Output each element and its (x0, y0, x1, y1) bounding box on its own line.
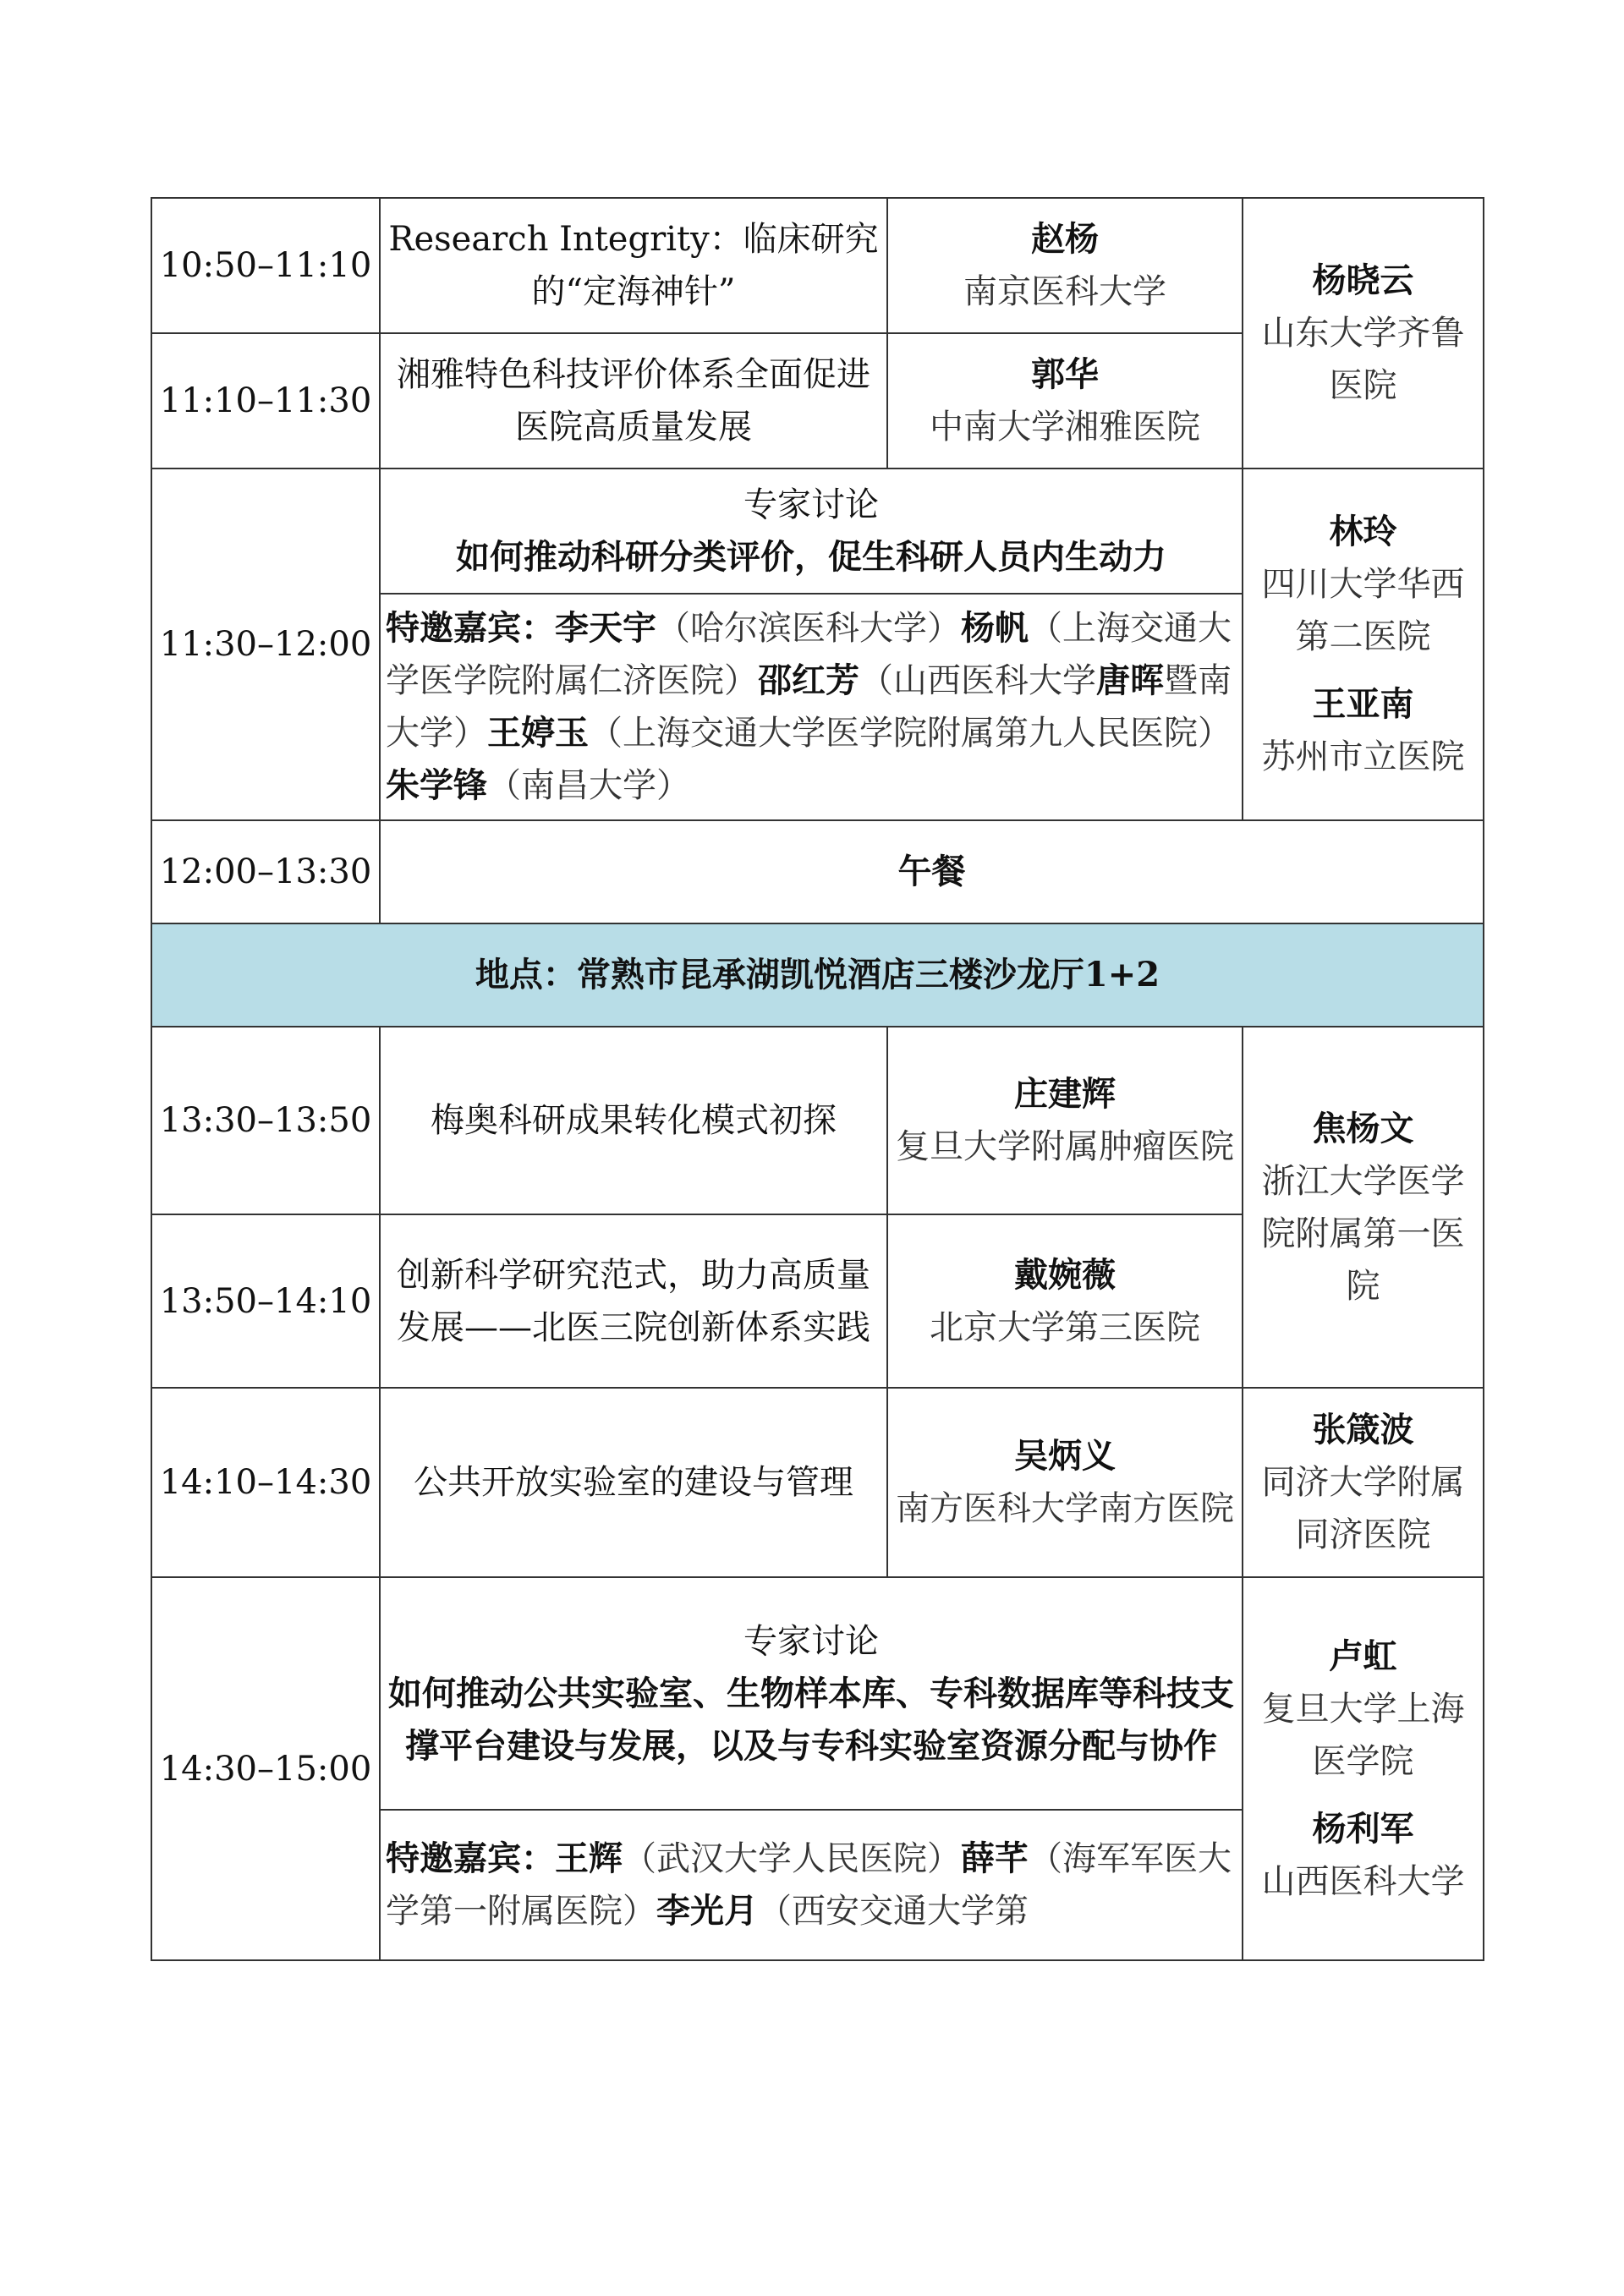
discussion-header-cell (380, 469, 1243, 594)
moderator-cell (1243, 1027, 1484, 1388)
moderator-name: 张箴波 (1312, 1410, 1414, 1449)
moderator-institution: 山东大学齐鲁医院 (1261, 314, 1465, 405)
speaker-cell (887, 1388, 1243, 1577)
guest-affiliation: （西安交通大学第 (758, 1892, 1029, 1931)
guest-affiliation: （武汉大学人民医院） (623, 1839, 961, 1878)
guests-cell (380, 594, 1243, 820)
moderator-institution: 四川大学华西第二医院 (1261, 565, 1465, 656)
moderator-name: 林玲 (1329, 512, 1397, 551)
guest-affiliation: （海军军医大学第一附属医院） (386, 1839, 1232, 1931)
discussion-header-cell (380, 1577, 1243, 1810)
speaker-name: 戴婉薇 (1014, 1254, 1116, 1295)
speaker-affiliation: 南京医科大学 (963, 272, 1166, 311)
discussion-label: 专家讨论 (743, 485, 879, 524)
venue-row (151, 923, 1484, 1027)
moderator-cell (1243, 1577, 1484, 1960)
guests-cell (380, 1810, 1243, 1960)
speaker-cell (887, 198, 1243, 333)
moderator-institution: 复旦大学上海医学院 (1261, 1689, 1465, 1781)
time-cell: 11:30–12:00 (151, 469, 380, 820)
moderator-cell (1243, 469, 1484, 820)
topic-cell: 创新科学研究范式，助力高质量发展——北医三院创新体系实践 (380, 1214, 887, 1388)
agenda-table (151, 197, 1484, 1961)
guest-affiliation: （山西医科大学 (859, 661, 1096, 700)
moderator-name: 焦杨文 (1312, 1108, 1414, 1148)
moderator-name: 杨利军 (1312, 1808, 1414, 1849)
speaker-affiliation: 北京大学第三医院 (930, 1307, 1200, 1347)
guest-affiliation: （上海交通大学医学院附属仁济医院） (386, 609, 1232, 700)
agenda-row (151, 198, 1484, 333)
moderator-institution: 浙江大学医学院附属第一医院 (1261, 1161, 1465, 1306)
agenda-row (151, 1388, 1484, 1577)
topic-cell: Research Integrity：临床研究的“定海神针” (380, 198, 887, 333)
time-cell: 10:50–11:10 (151, 198, 380, 333)
guest-affiliation: （哈尔滨医科大学） (656, 609, 961, 648)
venue-cell: 地点：常熟市昆承湖凯悦酒店三楼沙龙厅1+2 (151, 923, 1484, 1027)
speaker-name: 庄建辉 (1014, 1074, 1116, 1114)
topic-cell: 公共开放实验室的建设与管理 (380, 1388, 887, 1577)
speaker-name: 吴炳义 (1014, 1436, 1116, 1476)
speaker-name: 郭华 (1031, 354, 1099, 394)
time-cell: 12:00–13:30 (151, 820, 380, 923)
time-cell: 13:50–14:10 (151, 1214, 380, 1388)
guest-name: 李光月 (656, 1891, 758, 1931)
guest-name: 薛芊 (961, 1838, 1029, 1878)
moderator-institution: 同济大学附属同济医院 (1261, 1463, 1465, 1554)
lunch-cell: 午餐 (380, 820, 1484, 923)
moderator-name: 王亚南 (1312, 684, 1414, 724)
discussion-label: 专家讨论 (743, 1621, 879, 1661)
guest-name: 杨帆 (961, 608, 1029, 648)
time-cell: 14:30–15:00 (151, 1577, 380, 1960)
moderator-institution: 苏州市立医院 (1261, 737, 1465, 776)
discussion-title: 如何推动科研分类评价，促生科研人员内生动力 (456, 537, 1166, 577)
discussion-title: 如何推动公共实验室、生物样本库、专科数据库等科技支撑平台建设与发展，以及与专科实验室资源分配与协作 (388, 1673, 1234, 1766)
agenda-row (151, 469, 1484, 594)
time-cell: 13:30–13:50 (151, 1027, 380, 1214)
moderator-name: 卢虹 (1329, 1636, 1397, 1676)
speaker-affiliation: 南方医科大学南方医院 (896, 1489, 1234, 1528)
speaker-name: 赵杨 (1031, 219, 1099, 259)
agenda-row (151, 820, 1484, 923)
guest-name: 李天宇 (555, 608, 656, 648)
guest-name: 朱学锋 (386, 765, 487, 805)
speaker-cell (887, 1027, 1243, 1214)
speaker-cell (887, 1214, 1243, 1388)
agenda-row (151, 1027, 1484, 1214)
guest-name: 王婷玉 (487, 713, 589, 753)
topic-cell: 湘雅特色科技评价体系全面促进医院高质量发展 (380, 333, 887, 469)
speaker-affiliation: 中南大学湘雅医院 (930, 408, 1200, 447)
time-cell: 11:10–11:30 (151, 333, 380, 469)
moderator-cell (1243, 198, 1484, 469)
guest-affiliation: 暨南大学） (386, 661, 1232, 753)
guest-name: 王辉 (555, 1838, 623, 1878)
speaker-cell (887, 333, 1243, 469)
agenda-row (151, 1577, 1484, 1810)
speaker-affiliation: 复旦大学附属肿瘤医院 (896, 1127, 1234, 1166)
guest-affiliation: （南昌大学） (487, 766, 690, 805)
moderator-cell (1243, 1388, 1484, 1577)
guest-name: 唐晖 (1096, 660, 1164, 700)
topic-cell: 梅奥科研成果转化模式初探 (380, 1027, 887, 1214)
guest-name: 邵红芳 (758, 660, 859, 700)
guests-label: 特邀嘉宾： (386, 608, 555, 648)
time-cell: 14:10–14:30 (151, 1388, 380, 1577)
guests-label: 特邀嘉宾： (386, 1838, 555, 1878)
moderator-name: 杨晓云 (1312, 260, 1414, 300)
moderator-institution: 山西医科大学 (1261, 1861, 1465, 1901)
guest-affiliation: （上海交通大学医学院附属第九人民医院） (589, 714, 1232, 753)
